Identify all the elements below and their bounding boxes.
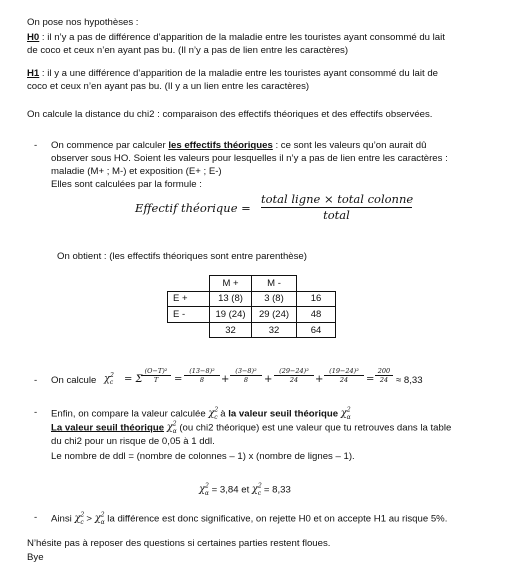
table-totals-row (168, 322, 336, 338)
chi-sup: 2 (100, 512, 105, 519)
term-fraction (324, 367, 364, 384)
bullet3-line3: du chi2 pour un risque de 0,05 à 1 ddl. (51, 436, 215, 447)
equals-sign: = (366, 374, 375, 385)
chi-sup: 2 (205, 483, 209, 490)
chi-sub: α (172, 428, 177, 436)
chi-sub: α (346, 414, 351, 422)
bullet3-post: (ou chi2 théorique) est une valeur que tu retrouves dans la table (176, 422, 452, 434)
outro-line2: Bye (27, 552, 44, 563)
fraction-num: 200 (375, 367, 393, 376)
row-total: 48 (297, 307, 336, 323)
cell: 13 (8) (210, 291, 252, 307)
row-label: E - (168, 307, 210, 323)
row-label: E + (168, 291, 210, 307)
bullet3-mid: à (217, 408, 229, 420)
chi-sub: α (100, 519, 105, 527)
chi-a-symbol (199, 483, 209, 498)
bullet1-line3: maladie (M+ ; M-) et exposition (E+ ; E-) (51, 166, 222, 177)
chi-letter: χ (166, 422, 173, 434)
bullet-dash: - (34, 407, 38, 418)
equals-sign: = (174, 374, 183, 385)
h0-line2: de coco et ceux n’en ayant pas bu. (Il n’y a pas de lien entre les caractères) (27, 45, 349, 56)
grand-total: 64 (297, 322, 336, 338)
bullet3-line2 (51, 421, 451, 435)
outro-line1: N’hésite pas à reposer des questions si certaines parties restent floues. (27, 538, 331, 549)
chi-letter: χ (104, 373, 111, 385)
chi-sub: c (80, 519, 84, 527)
h1-line1 (27, 68, 438, 79)
col-total: 32 (210, 322, 252, 338)
chi-sup: 2 (257, 483, 262, 490)
header-m-plus: M + (210, 276, 252, 292)
plus-sign: + (221, 374, 230, 385)
chi-letter: χ (340, 408, 347, 420)
bullet-dash: - (34, 140, 38, 151)
fraction-den: 24 (379, 376, 389, 384)
term-fraction (274, 367, 314, 384)
cell: 29 (24) (252, 307, 297, 323)
bullet1-bold: les effectifs théoriques (168, 140, 273, 151)
chi-a-symbol (166, 421, 177, 436)
bullet1-line1 (51, 140, 426, 151)
chi-sup: 2 (214, 407, 219, 414)
plus-sign: + (264, 374, 273, 385)
plus-sign: + (315, 374, 324, 385)
bullet3-line1 (51, 407, 351, 421)
bullet3-pre: Enfin, on compare la valeur calculée (51, 408, 209, 420)
bullet4-line (51, 512, 447, 526)
bullet3-line4: Le nombre de ddl = (nombre de colonnes – 1) x (nombre de lignes – 1). (51, 451, 355, 462)
effectifs-table (167, 275, 336, 338)
chi-sup: 2 (110, 372, 114, 379)
sum-sign: = Σ (124, 374, 143, 385)
formula-lhs: Effectif théorique = (135, 201, 251, 215)
value-alpha: = 3,84 et (211, 484, 250, 496)
formula-denominator: total (323, 208, 350, 222)
intro-text: On pose nos hypothèses : (27, 17, 139, 28)
chi-letter: χ (94, 513, 101, 525)
chi-sup: 2 (172, 421, 177, 428)
seuil-title: La valeur seuil théorique (51, 422, 165, 434)
h1-line2: coco et ceux n’en ayant pas bu. (Il y a un lien entre les caractères) (27, 81, 310, 92)
fraction-num: (19−24)² (324, 367, 364, 376)
bullet3-bold: la valeur seuil théorique (228, 408, 339, 420)
fraction-num: (13−8)² (184, 367, 220, 376)
col-total: 32 (252, 322, 297, 338)
row-total: 16 (297, 291, 336, 307)
chi-c-symbol (74, 512, 85, 527)
total-fraction (375, 367, 393, 384)
chi-letter: χ (208, 408, 215, 420)
chi-letter: χ (251, 484, 258, 496)
chi2-intro: On calcule la distance du chi2 : comparaison des effectifs théoriques et des effectifs observées. (27, 109, 433, 120)
fraction-den: 8 (243, 376, 249, 384)
gt-sign: > (86, 513, 93, 525)
fraction-num: (O−T)² (141, 367, 171, 376)
chi-c-symbol (251, 483, 262, 498)
chi-sub: α (204, 490, 209, 498)
chi-sup: 2 (80, 512, 85, 519)
chi-sub: c (214, 414, 218, 422)
bullet1-line4: Elles sont calculées par la formule : (51, 179, 202, 190)
h0-label: H0 (27, 32, 40, 43)
bullet1-post: : ce sont les valeurs qu’on aurait dû (272, 140, 427, 151)
term-fraction (230, 367, 262, 384)
obtain-text: On obtient : (les effectifs théoriques sont entre parenthèse) (57, 251, 307, 262)
chi-letter: χ (199, 484, 206, 496)
formula-numerator: total ligne × total colonne (261, 192, 414, 206)
chi2-calc-symbol (104, 372, 113, 386)
chi-sup: 2 (346, 407, 351, 414)
chi2-result: ≈ 8,33 (396, 375, 423, 386)
fraction-den: T (153, 376, 159, 384)
h1-label: H1 (27, 68, 40, 79)
cell: 3 (8) (252, 291, 297, 307)
h0-line1 (27, 32, 445, 43)
fraction-den: 24 (339, 376, 349, 384)
bullet-dash: - (34, 375, 38, 386)
fraction-num: (29−24)² (274, 367, 314, 376)
header-m-minus: M - (252, 276, 297, 292)
fraction-num: (3−8)² (230, 367, 262, 376)
bullet-dash: - (34, 512, 38, 523)
fraction-den: 24 (289, 376, 299, 384)
chi-a-symbol (340, 407, 351, 422)
chi-sub: c (257, 490, 262, 498)
chi-c-symbol (208, 407, 219, 422)
bullet4-pre: Ainsi (51, 513, 72, 525)
table-row (168, 307, 336, 323)
chi-a-symbol (94, 512, 105, 527)
bullet1-line2: observer sous HO. Soient les valeurs pour lesquelles il n’y a pas de lien entre les caractères : (51, 153, 448, 164)
table-row (168, 291, 336, 307)
chi-sub: c (109, 379, 114, 387)
fraction-den: 8 (199, 376, 205, 384)
chi2-calc-label: On calcule (51, 375, 97, 386)
chi-letter: χ (74, 513, 81, 525)
bullet1-pre: On commence par calculer (51, 140, 169, 151)
term-fraction (184, 367, 220, 384)
h1-text-1: : il y a une différence d’apparition de la maladie entre les touristes ayant consommé du lait de (39, 68, 438, 79)
threshold-values (199, 483, 291, 497)
cell: 19 (24) (210, 307, 252, 323)
bullet4-post: la différence est donc significative, on rejette H0 et on accepte H1 au risque 5%. (104, 513, 448, 525)
h0-text-1: : il n’y a pas de différence d’apparition de la maladie entre les touristes ayant consommé du lait (39, 32, 445, 43)
sum-fraction (141, 367, 171, 384)
value-c: = 8,33 (263, 484, 291, 496)
table-header-row (168, 276, 336, 292)
